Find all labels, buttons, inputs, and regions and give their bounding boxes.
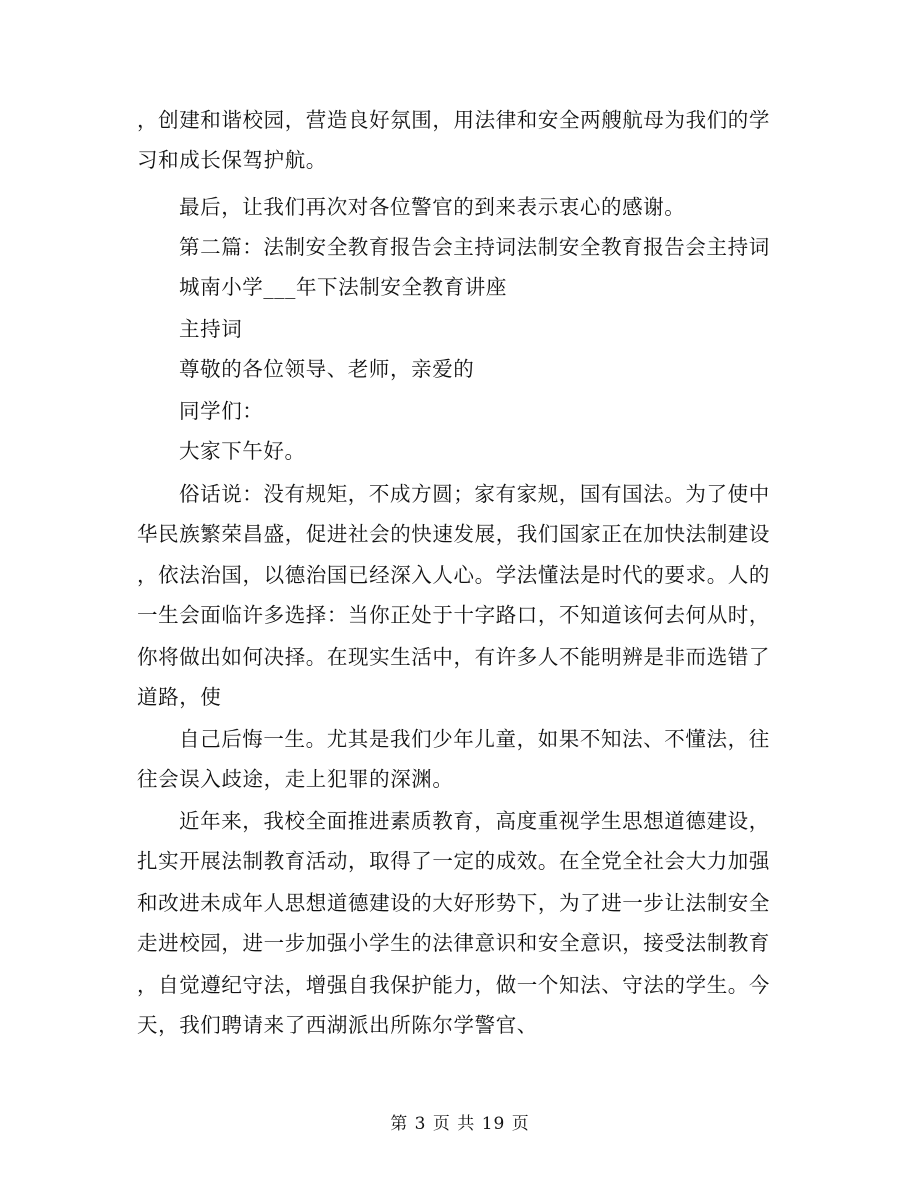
text-line: 尊敬的各位领导、老师，亲爱的 bbox=[179, 357, 475, 381]
text-line: 主持词 bbox=[179, 317, 243, 341]
text-line: ，自觉遵纪守法，增强自我保护能力，做一个知法、守法的学生。今 bbox=[137, 973, 770, 997]
section-heading: 第二篇：法制安全教育报告会主持词法制安全教育报告会主持词 bbox=[179, 235, 770, 259]
text-line: 同学们： bbox=[179, 399, 264, 423]
text-line: 最后，让我们再次对各位警官的到来表示衷心的感谢。 bbox=[179, 195, 686, 219]
text-line: 习和成长保驾护航。 bbox=[137, 148, 327, 172]
text-line: 城南小学___年下法制安全教育讲座 bbox=[179, 275, 507, 299]
text-line: 大家下午好。 bbox=[179, 439, 306, 463]
text-line: 华民族繁荣昌盛，促进社会的快速发展，我们国家正在加快法制建设 bbox=[137, 522, 770, 546]
page-number: 第 3 页 共 19 页 bbox=[390, 1114, 530, 1134]
text-line: 往会误入歧途，走上犯罪的深渊。 bbox=[137, 767, 454, 791]
text-line: 自己后悔一生。尤其是我们少年儿童，如果不知法、不懂法，往 bbox=[179, 727, 770, 751]
text-line: 扎实开展法制教育活动，取得了一定的成效。在全党全社会大力加强 bbox=[137, 849, 770, 873]
text-line: 一生会面临许多选择：当你正处于十字路口，不知道该何去何从时， bbox=[137, 603, 770, 627]
text-line: 你将做出如何决择。在现实生活中，有许多人不能明辨是非而选错了 bbox=[137, 645, 770, 669]
text-line: ，依法治国，以德治国已经深入人心。学法懂法是时代的要求。人的 bbox=[137, 563, 770, 587]
text-line: ，创建和谐校园，营造良好氛围，用法律和安全两艘航母为我们的学 bbox=[137, 108, 770, 132]
text-line: 和改进未成年人思想道德建设的大好形势下，为了进一步让法制安全 bbox=[137, 891, 770, 915]
text-line: 近年来，我校全面推进素质教育，高度重视学生思想道德建设， bbox=[179, 809, 770, 833]
text-line: 俗话说：没有规矩，不成方圆；家有家规，国有国法。为了使中 bbox=[179, 482, 770, 506]
text-line: 走进校园，进一步加强小学生的法律意识和安全意识，接受法制教育 bbox=[137, 931, 770, 955]
text-line: 天，我们聘请来了西湖派出所陈尔学警官、 bbox=[137, 1013, 538, 1037]
text-line: 道路，使 bbox=[137, 685, 222, 709]
